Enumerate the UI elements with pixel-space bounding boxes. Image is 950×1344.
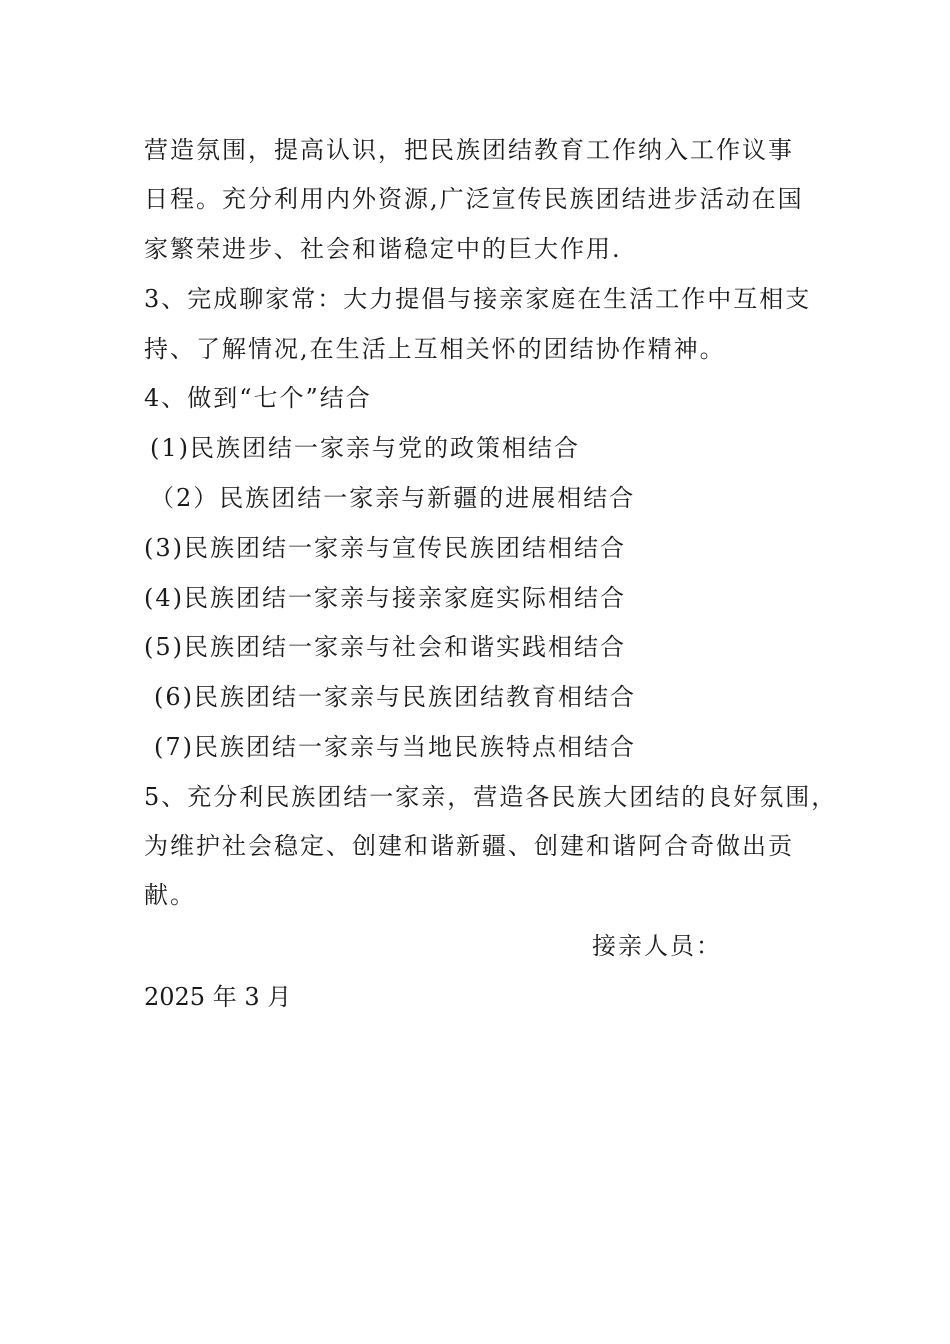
list-item: (7)民族团结一家亲与当地民族特点相结合: [154, 733, 636, 761]
document-date: 2025 年 3 月: [144, 983, 292, 1011]
list-item: (1)民族团结一家亲与党的政策相结合: [150, 434, 580, 462]
signature-label: 接亲人员：: [592, 932, 722, 960]
section-heading: 4、做到“七个”结合: [144, 384, 372, 412]
list-item: (5)民族团结一家亲与社会和谐实践相结合: [144, 633, 626, 661]
list-item: (4)民族团结一家亲与接亲家庭实际相结合: [144, 584, 626, 612]
paragraph-line: 献。: [144, 881, 196, 909]
paragraph-line: 持、了解情况,在生活上互相关怀的团结协作精神。: [144, 335, 726, 363]
paragraph-line: 营造氛围，提高认识，把民族团结教育工作纳入工作议事: [144, 136, 794, 164]
paragraph-line: 日程。充分利用内外资源,广泛宣传民族团结进步活动在国: [144, 185, 804, 213]
list-item: (6)民族团结一家亲与民族团结教育相结合: [154, 683, 636, 711]
paragraph-line: 家繁荣进步、社会和谐稳定中的巨大作用.: [144, 235, 622, 263]
list-item: （2）民族团结一家亲与新疆的进展相结合: [150, 484, 636, 512]
list-item: (3)民族团结一家亲与宣传民族团结相结合: [144, 534, 626, 562]
paragraph-line: 3、完成聊家常：大力提倡与接亲家庭在生活工作中互相支: [144, 285, 812, 313]
paragraph-line: 5、充分利民族团结一家亲，营造各民族大团结的良好氛围，: [144, 783, 838, 811]
paragraph-line: 为维护社会稳定、创建和谐新疆、创建和谐阿合奇做出贡: [144, 832, 794, 860]
